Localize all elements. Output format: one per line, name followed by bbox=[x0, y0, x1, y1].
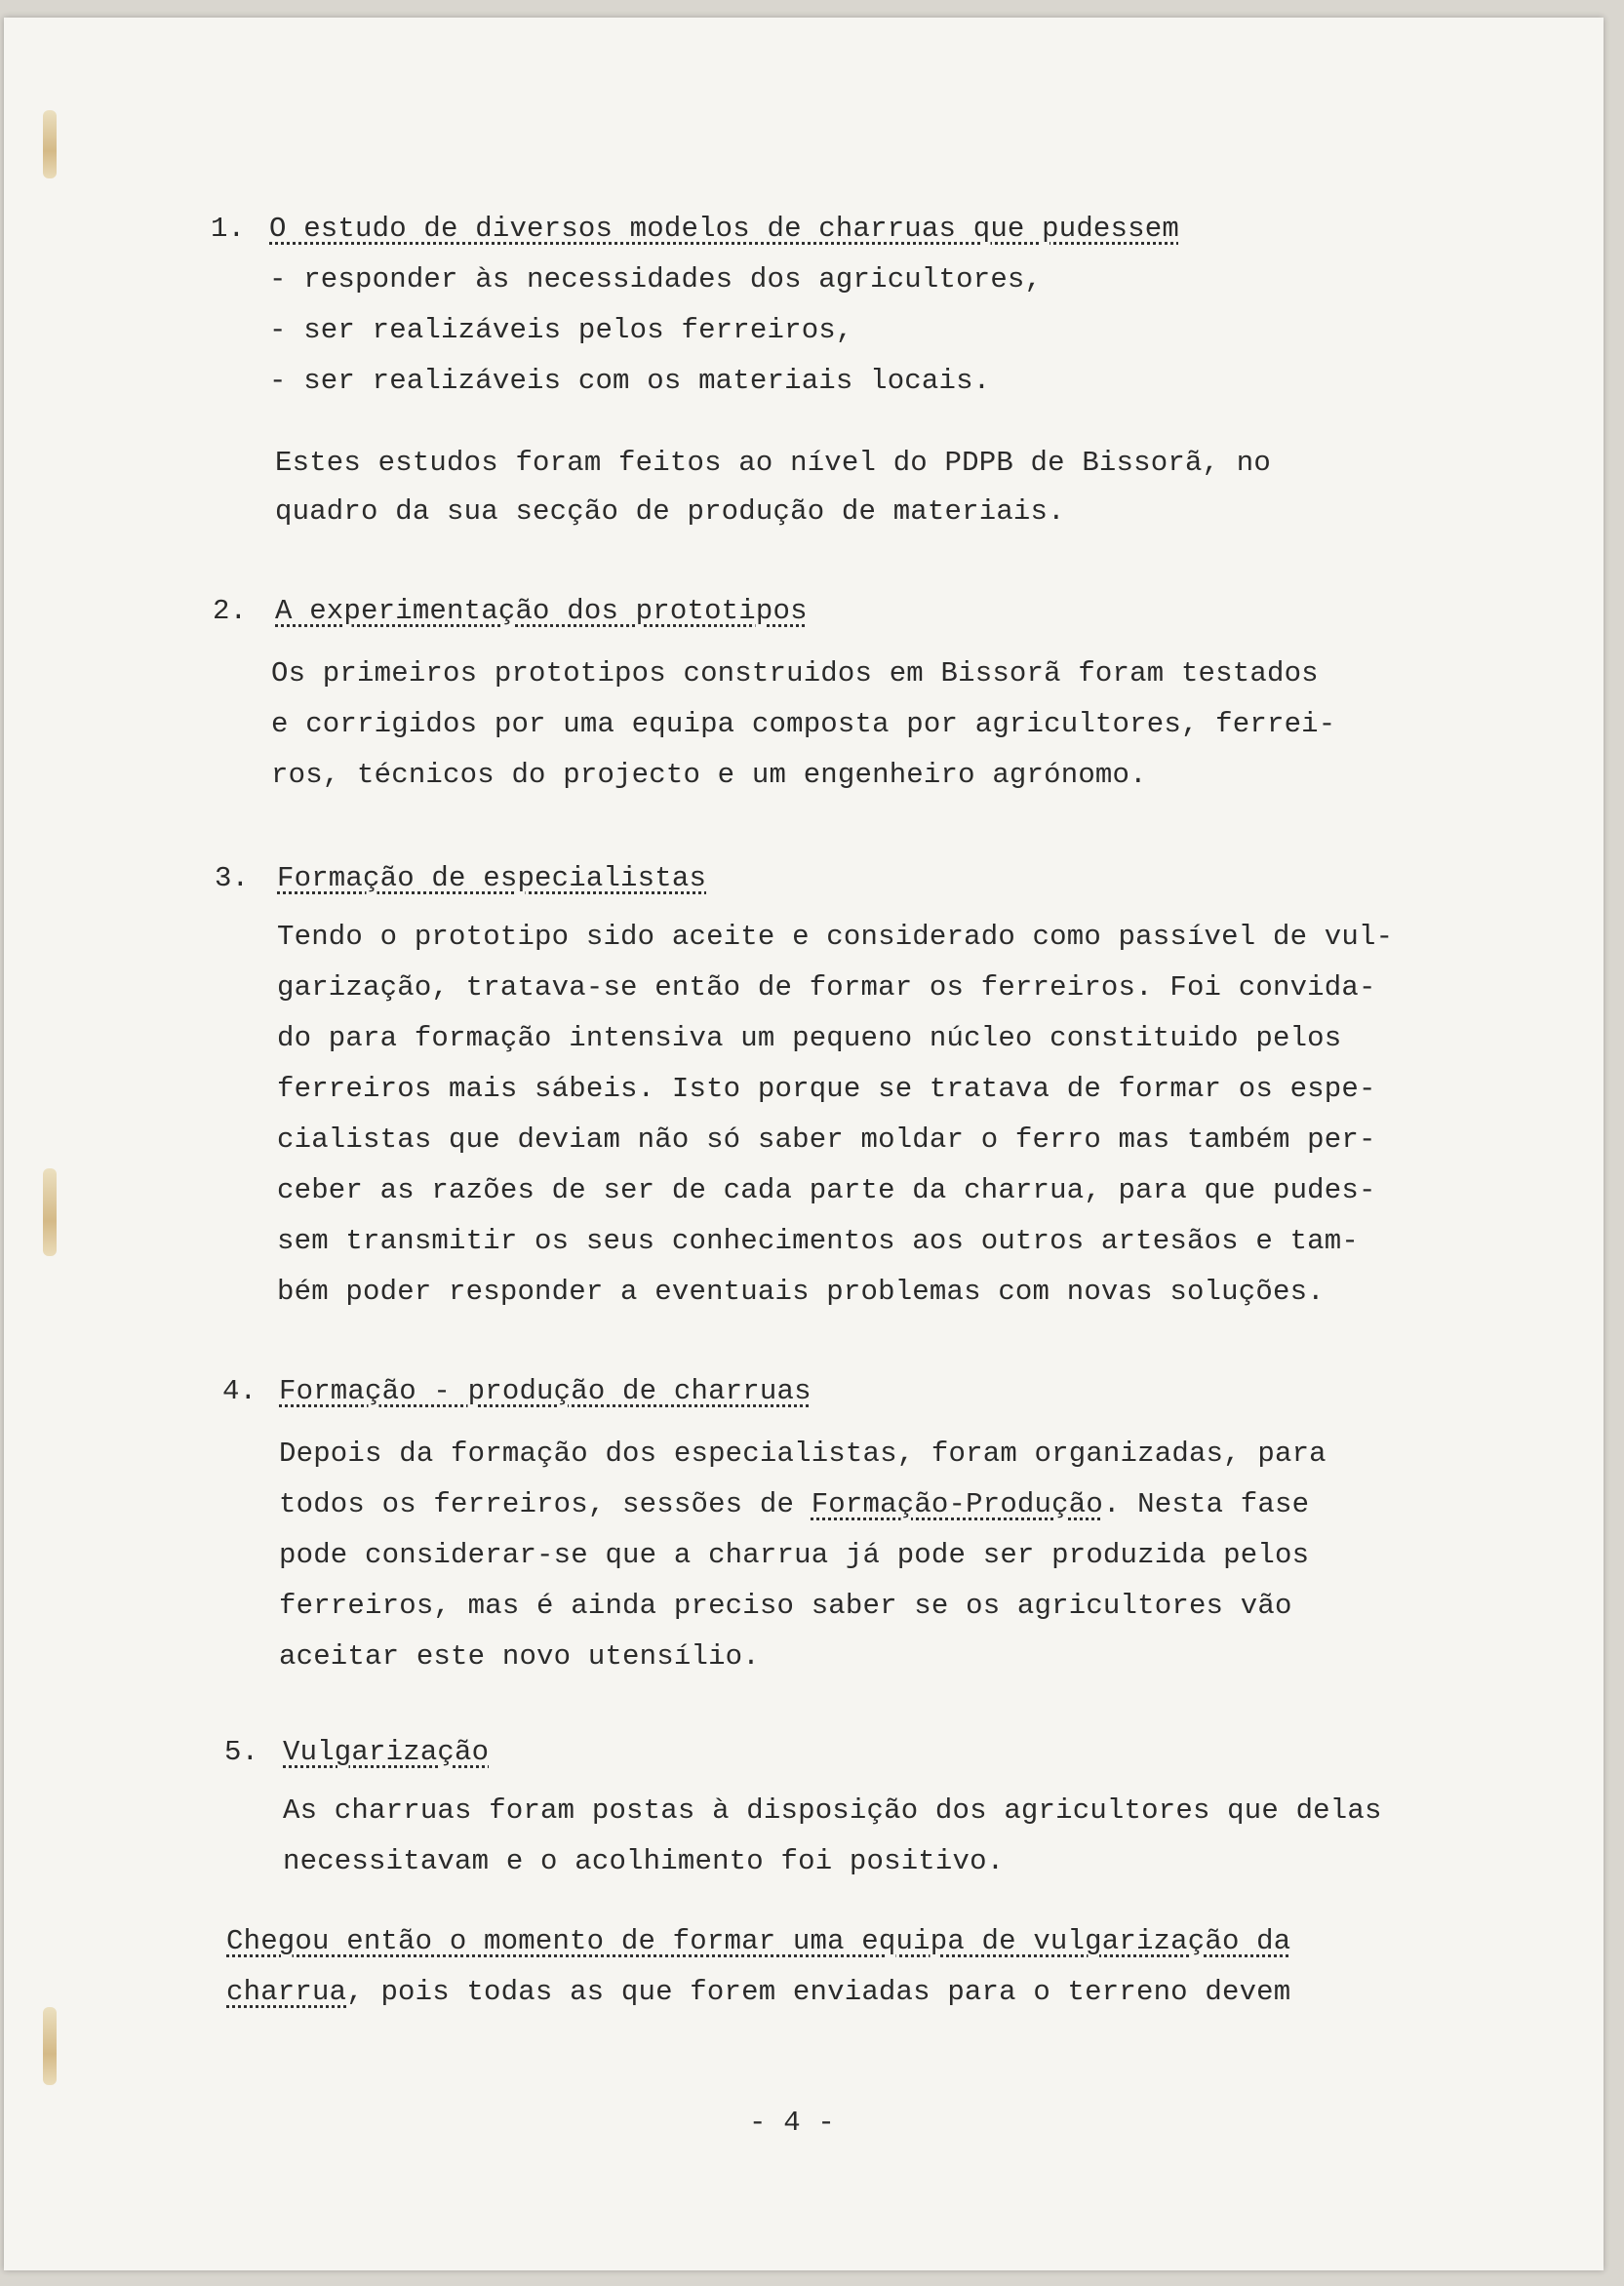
section-1-paragraph-line: quadro da sua secção de produção de materiais. bbox=[275, 495, 1065, 528]
section-1-paragraph-line: Estes estudos foram feitos ao nível do PDPB de Bissorã, no bbox=[275, 447, 1271, 479]
section-2-title: A experimentação dos prototipos bbox=[275, 595, 808, 627]
section-4-paragraph-line: aceitar este novo utensílio. bbox=[279, 1640, 760, 1673]
document-page bbox=[4, 18, 1604, 2270]
section-4-number: 4. bbox=[222, 1375, 257, 1407]
section-4-paragraph-line: pode considerar-se que a charrua já pode ser produzida pelos bbox=[279, 1539, 1310, 1571]
section-2-paragraph-line: ros, técnicos do projecto e um engenheiro agrónomo. bbox=[271, 759, 1147, 791]
section-1-bullet: - ser realizáveis pelos ferreiros, bbox=[269, 314, 853, 346]
section-3-paragraph-line: Tendo o prototipo sido aceite e considerado como passível de vul- bbox=[277, 921, 1394, 953]
section-3-number: 3. bbox=[215, 862, 250, 894]
section-3-paragraph-line: ferreiros mais sábeis. Isto porque se tratava de formar os espe- bbox=[277, 1073, 1376, 1105]
section-1-title: O estudo de diversos modelos de charruas que pudessem bbox=[269, 213, 1179, 245]
text-run: . Nesta fase bbox=[1102, 1488, 1310, 1520]
section-3-paragraph-line: cialistas que deviam não só saber moldar o ferro mas também per- bbox=[277, 1123, 1376, 1156]
section-2-paragraph-line: Os primeiros prototipos construidos em Bissorã foram testados bbox=[271, 657, 1319, 690]
section-1-bullet: - ser realizáveis com os materiais locais. bbox=[269, 365, 991, 397]
staple-mark bbox=[43, 2007, 57, 2085]
section-4-paragraph-line bbox=[279, 1488, 1309, 1520]
underlined-term: Formação-Produção bbox=[811, 1488, 1103, 1520]
closing-line-1: Chegou então o momento de formar uma equipa de vulgarização da bbox=[226, 1925, 1291, 1957]
section-3-paragraph-line: garização, tratava-se então de formar os ferreiros. Foi convida- bbox=[277, 971, 1376, 1004]
section-4-paragraph-line: Depois da formação dos especialistas, foram organizadas, para bbox=[279, 1438, 1327, 1470]
section-1-number: 1. bbox=[211, 213, 246, 245]
section-3-title: Formação de especialistas bbox=[277, 862, 707, 894]
text-run: , pois todas as que forem enviadas para o terreno devem bbox=[346, 1976, 1291, 2008]
text-run: todos os ferreiros, sessões de bbox=[279, 1488, 812, 1520]
page-number: - 4 - bbox=[749, 2107, 836, 2139]
section-3-paragraph-line: ceber as razões de ser de cada parte da charrua, para que pudes- bbox=[277, 1174, 1376, 1206]
section-3-paragraph-line: do para formação intensiva um pequeno núcleo constituido pelos bbox=[277, 1022, 1342, 1054]
section-3-paragraph-line: sem transmitir os seus conhecimentos aos outros artesãos e tam- bbox=[277, 1225, 1359, 1257]
section-4-title: Formação - produção de charruas bbox=[279, 1375, 812, 1407]
section-5-paragraph-line: As charruas foram postas à disposição dos agricultores que delas bbox=[283, 1794, 1382, 1827]
underlined-term: charrua bbox=[226, 1976, 347, 2008]
section-2-number: 2. bbox=[213, 595, 248, 627]
section-4-paragraph-line: ferreiros, mas é ainda preciso saber se os agricultores vão bbox=[279, 1590, 1292, 1622]
section-1-bullet: - responder às necessidades dos agricultores, bbox=[269, 263, 1043, 296]
section-3-paragraph-line: bém poder responder a eventuais problemas com novas soluções. bbox=[277, 1276, 1325, 1308]
section-5-paragraph-line: necessitavam e o acolhimento foi positivo. bbox=[283, 1845, 1005, 1877]
section-2-paragraph-line: e corrigidos por uma equipa composta por agricultores, ferrei- bbox=[271, 708, 1336, 740]
closing-line-2 bbox=[226, 1976, 1290, 2008]
staple-mark bbox=[43, 1168, 57, 1256]
section-5-number: 5. bbox=[224, 1736, 259, 1768]
section-5-title: Vulgarização bbox=[283, 1736, 490, 1768]
staple-mark bbox=[43, 110, 57, 178]
